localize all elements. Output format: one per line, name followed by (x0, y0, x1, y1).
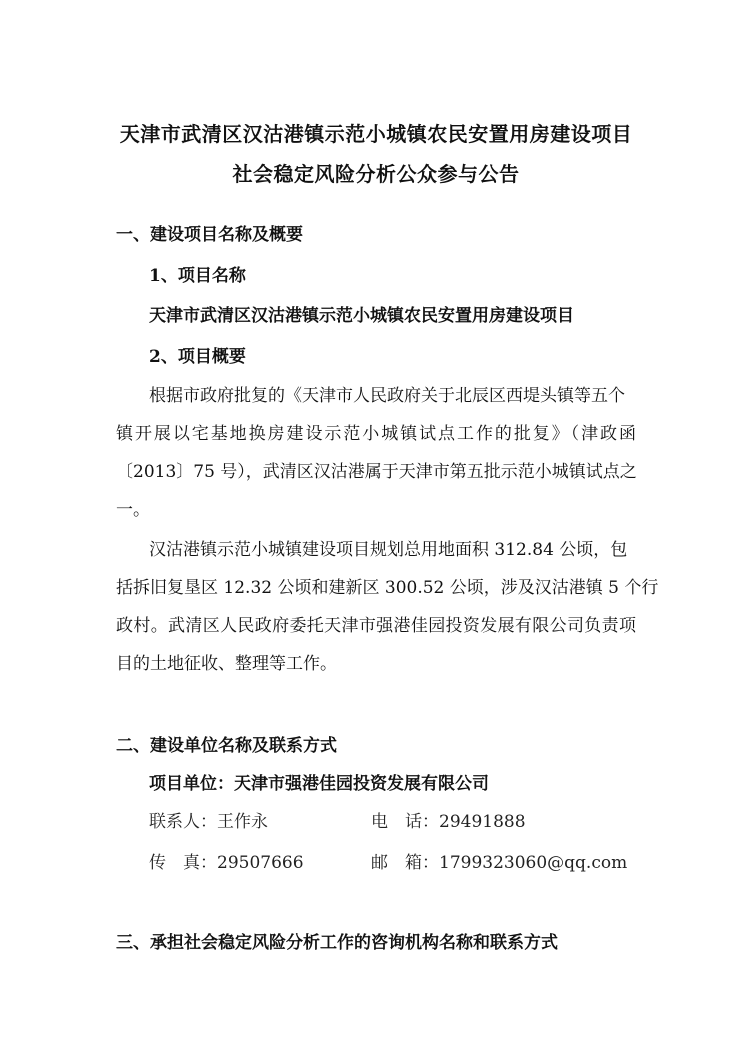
paragraph-1-line-1: 根据市政府批复的《天津市人民政府关于北辰区西堤头镇等五个 (149, 386, 625, 406)
document-title-line-2: 社会稳定风险分析公众参与公告 (232, 162, 520, 186)
section-3-heading: 三、承担社会稳定风险分析工作的咨询机构名称和联系方式 (116, 933, 558, 953)
paragraph-2-line-1: 汉沽港镇示范小城镇建设项目规划总用地面积 312.84 公顷，包 (149, 540, 628, 560)
phone-number: 电 话：29491888 (371, 812, 526, 832)
subsection-2-heading: 2、项目概要 (149, 347, 246, 367)
paragraph-1-line-3: 〔2013〕75 号），武清区汉沽港属于天津市第五批示范小城镇试点之 (116, 462, 637, 482)
document-title-line-1: 天津市武清区汉沽港镇示范小城镇农民安置用房建设项目 (119, 122, 633, 146)
paragraph-2-line-4: 目的土地征收、整理等工作。 (116, 654, 337, 674)
project-name: 天津市武清区汉沽港镇示范小城镇农民安置用房建设项目 (149, 306, 574, 326)
paragraph-2-line-2: 括拆旧复垦区 12.32 公顷和建新区 300.52 公顷，涉及汉沽港镇 5 个行 (116, 578, 659, 598)
subsection-1-heading: 1、项目名称 (149, 266, 246, 286)
contact-person: 联系人：王作永 (149, 812, 268, 832)
fax-number: 传 真：29507666 (149, 853, 304, 873)
email-address: 邮 箱：1799323060@qq.com (371, 853, 628, 873)
paragraph-1-line-4: 一。 (116, 500, 150, 520)
section-2-heading: 二、建设单位名称及联系方式 (116, 736, 337, 756)
section-1-heading: 一、建设项目名称及概要 (116, 225, 303, 245)
paragraph-2-line-3: 政村。武清区人民政府委托天津市强港佳园投资发展有限公司负责项 (116, 616, 636, 636)
paragraph-1-line-2: 镇开展以宅基地换房建设示范小城镇试点工作的批复》（津政函 (116, 424, 636, 444)
project-unit: 项目单位：天津市强港佳园投资发展有限公司 (149, 774, 489, 794)
